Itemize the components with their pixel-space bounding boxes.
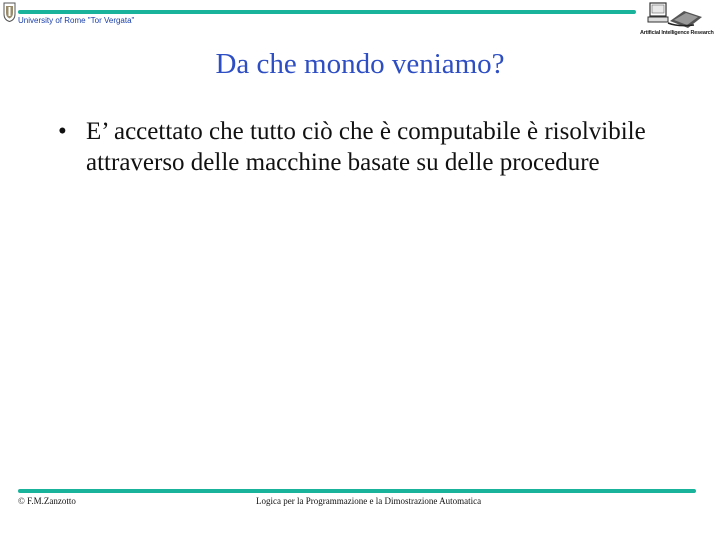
bullet-text: E’ accettato che tutto ciò che è computabile è risolvibile attraverso delle macchine basate su delle procedure [86, 118, 646, 176]
footer-author: © F.M.Zanzotto [18, 496, 76, 506]
bullet-item [58, 116, 658, 178]
logo-caption: Artificial Intelligence Research [640, 30, 714, 36]
footer-course: Logica per la Programmazione e la Dimostrazione Automatica [256, 496, 482, 506]
header-rule [18, 10, 636, 14]
footer-rule [18, 489, 696, 493]
bullet-marker: • [58, 118, 67, 145]
slide-title: Da che mondo veniamo? [215, 48, 505, 80]
university-crest-icon [3, 2, 16, 22]
university-name: University of Rome "Tor Vergata" [18, 16, 135, 25]
